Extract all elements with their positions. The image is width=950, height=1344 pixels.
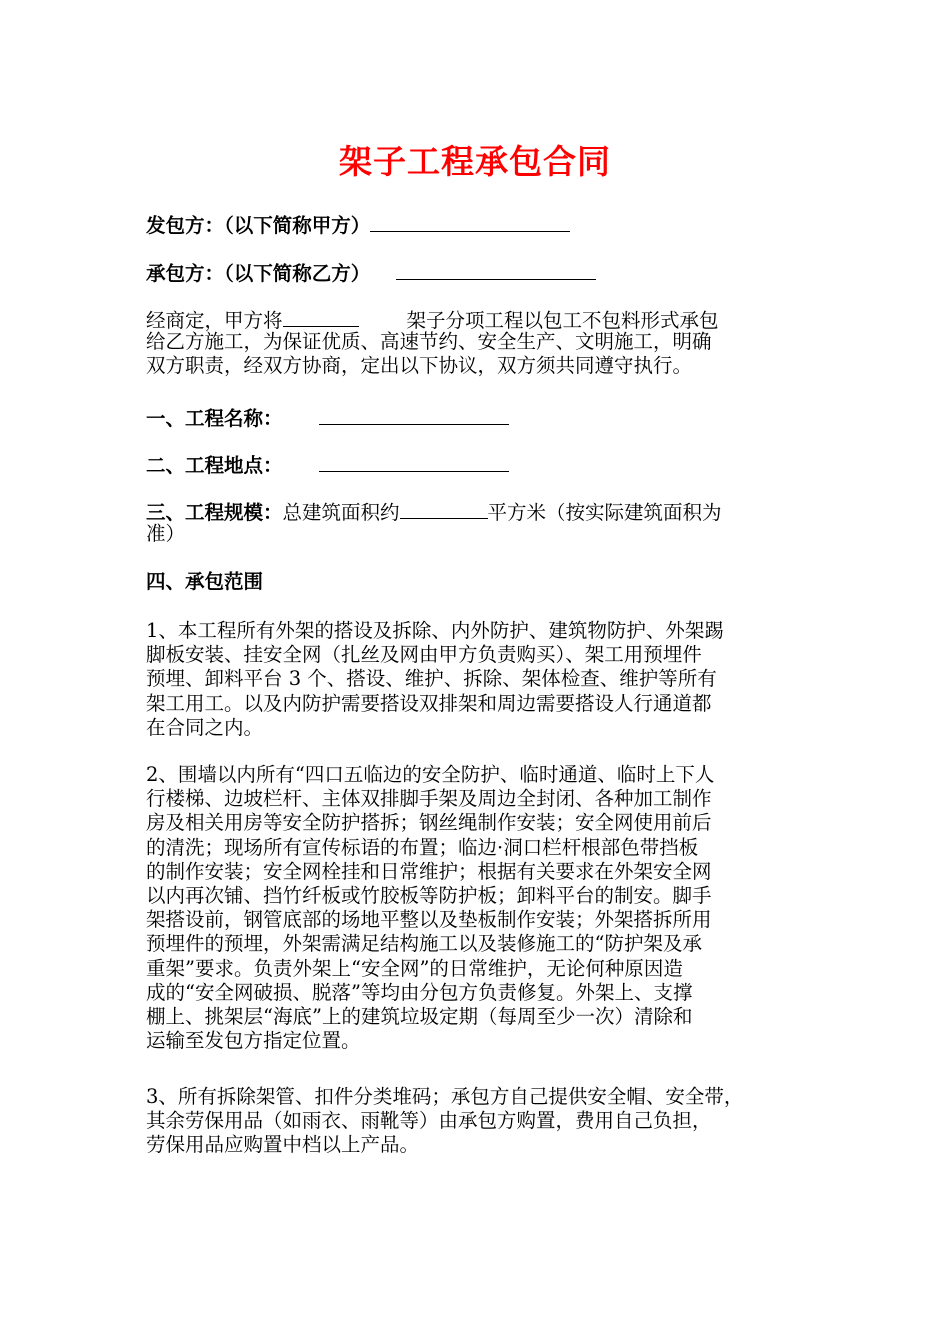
party-b-blank	[396, 259, 596, 280]
item-1-blank	[319, 404, 509, 425]
clause-2-line: 房及相关用房等安全防护搭拆；钢丝绳制作安装；安全网使用前后	[146, 811, 712, 835]
item-2-line	[146, 451, 826, 478]
item-3-line-2: 准）	[146, 522, 186, 546]
clause-2-line: 预埋件的预埋，外架需满足结构施工以及装修施工的“防护架及承	[146, 932, 702, 956]
document-title: 架子工程承包合同	[339, 142, 611, 181]
intro-line-2: 给乙方施工，为保证优质、高速节约、安全生产、文明施工，明确	[146, 330, 712, 354]
intro-paragraph	[146, 306, 826, 379]
clause-2-paragraph	[146, 763, 826, 1053]
intro-blank	[283, 306, 359, 327]
intro-line-3: 双方职责，经双方协商，定出以下协议，双方须共同遵守执行。	[146, 354, 693, 378]
party-b-line	[146, 259, 826, 286]
clause-2-line: 的清洗；现场所有宣传标语的布置；临边·洞口栏杆根部色带挡板	[146, 835, 699, 859]
item-4-label: 四、承包范围	[146, 570, 264, 593]
party-b-label: 承包方：（以下简称乙方）	[146, 262, 371, 285]
item-1-label: 一、工程名称：	[146, 407, 283, 430]
intro-text-b: 架子分项工程以包工不包料形式承包	[406, 309, 719, 332]
clause-3-paragraph	[146, 1085, 826, 1158]
item-1-line	[146, 404, 826, 431]
party-a-line	[146, 211, 826, 238]
clause-1-line: 架工用工。以及内防护需要搭设双排架和周边需要搭设人行通道都	[146, 691, 712, 715]
item-3-text-b: 平方米（按实际建筑面积为	[487, 501, 722, 524]
clause-2-line: 行楼梯、边坡栏杆、主体双排脚手架及周边全封闭、各种加工制作	[146, 787, 712, 811]
clause-2-line: 运输至发包方指定位置。	[146, 1029, 361, 1053]
clause-2-line: 以内再次铺、挡竹纤板或竹胶板等防护板；卸料平台的制安。脚手	[146, 883, 712, 907]
item-3-blank	[400, 498, 488, 519]
clause-1-line: 预埋、卸料平台 3 个、搭设、维护、拆除、架体检查、维护等所有	[146, 667, 717, 691]
item-4-line	[146, 570, 826, 594]
clause-3-line: 劳保用品应购置中档以上产品。	[146, 1133, 420, 1157]
clause-3-line: 其余劳保用品（如雨衣、雨靴等）由承包方购置，费用自己负担，	[146, 1109, 712, 1133]
clause-1-line: 在合同之内。	[146, 715, 264, 739]
clause-2-line: 重架”要求。负责外架上“安全网”的日常维护，无论何种原因造	[146, 956, 683, 980]
intro-line-1	[146, 306, 826, 330]
clause-2-line: 2、围墙以内所有“四口五临边的安全防护、临时通道、临时上下人	[146, 763, 715, 786]
party-a-label: 发包方：（以下简称甲方）	[146, 214, 371, 237]
clause-2-line: 架搭设前，钢管底部的场地平整以及垫板制作安装；外架搭拆所用	[146, 908, 712, 932]
item-2-label: 二、工程地点：	[146, 454, 283, 477]
clause-2-line: 成的“安全网破损、脱落”等均由分包方负责修复。外架上、支撑	[146, 980, 693, 1004]
party-a-blank	[370, 211, 570, 232]
clause-1-line: 1、本工程所有外架的搭设及拆除、内外防护、建筑物防护、外架踢	[146, 619, 724, 642]
clause-1-paragraph	[146, 619, 826, 740]
item-3-label: 三、工程规模：	[146, 501, 283, 524]
item-3-line-1	[146, 498, 826, 522]
clause-3-line: 3、所有拆除架管、扣件分类堆码；承包方自己提供安全帽、安全带，	[146, 1085, 744, 1108]
clause-2-line: 的制作安装；安全网栓挂和日常维护；根据有关要求在外架安全网	[146, 859, 712, 883]
intro-text-a: 经商定，甲方将	[146, 309, 283, 332]
item-3-paragraph	[146, 498, 826, 546]
clause-2-line: 棚上、挑架层“海底”上的建筑垃圾定期（每周至少一次）清除和	[146, 1004, 693, 1028]
clause-1-line: 脚板安装、挂安全网（扎丝及网由甲方负责购买）、架工用预埋件	[146, 643, 702, 667]
item-2-blank	[319, 451, 509, 472]
item-3-text-a: 总建筑面积约	[282, 501, 400, 524]
